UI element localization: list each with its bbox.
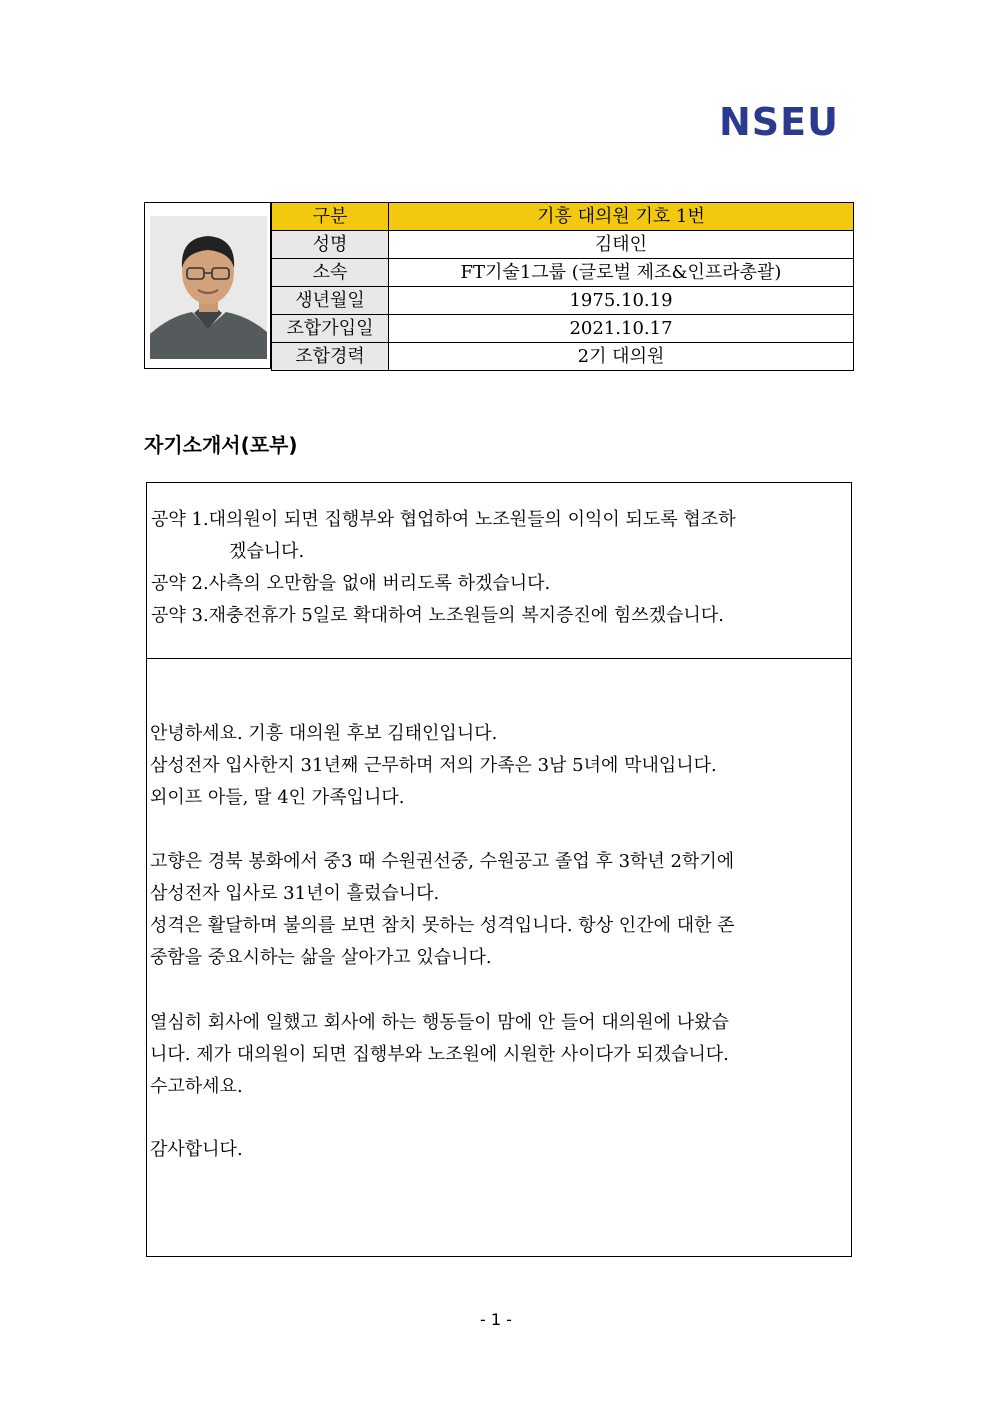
info-value: 1975.10.19	[389, 287, 854, 315]
info-label: 생년월일	[272, 287, 389, 315]
info-row-birthdate	[272, 287, 854, 315]
page-number: - 1 -	[480, 1310, 512, 1329]
closing-paragraph	[150, 1134, 850, 1166]
info-row-category	[272, 203, 854, 231]
pledges-box	[146, 482, 852, 659]
intro-paragraph-2	[150, 846, 850, 974]
pledge-label: 공약 2.	[151, 573, 209, 594]
info-row-affiliation	[272, 259, 854, 287]
intro-line: 열심히 회사에 일했고 회사에 하는 행동들이 맘에 안 들어 대의원에 나왔습	[150, 1012, 729, 1033]
intro-line: 수고하세요.	[150, 1076, 243, 1097]
candidate-photo	[150, 216, 267, 359]
info-value: 기흥 대의원 기호 1번	[389, 203, 854, 231]
info-label: 소속	[272, 259, 389, 287]
closing-line: 감사합니다.	[150, 1139, 243, 1160]
intro-paragraph-3	[150, 1007, 850, 1103]
pledge-label: 공약 1.	[151, 509, 209, 530]
candidate-photo-frame	[144, 202, 271, 369]
info-value: 2021.10.17	[389, 315, 854, 343]
info-value: FT기술1그룹 (글로벌 제조&인프라총괄)	[389, 259, 854, 287]
info-row-name	[272, 231, 854, 259]
pledge-item	[151, 568, 847, 600]
pledge-text: 대의원이 되면 집행부와 협업하여 노조원들의 이익이 되도록 협조하	[208, 509, 736, 530]
pledge-item	[151, 504, 847, 536]
intro-line: 니다. 제가 대의원이 되면 집행부와 노조원에 시원한 사이다가 되겠습니다.	[150, 1044, 729, 1065]
pledge-text: 재충전휴가 5일로 확대하여 노조원들의 복지증진에 힘쓰겠습니다.	[208, 605, 724, 626]
section-title: 자기소개서(포부)	[144, 433, 298, 457]
info-row-union-career	[272, 343, 854, 371]
intro-line: 외이프 아들, 딸 4인 가족입니다.	[150, 787, 405, 808]
info-label: 성명	[272, 231, 389, 259]
intro-line: 안녕하세요. 기흥 대의원 후보 김태인입니다.	[150, 723, 498, 744]
intro-line: 중함을 중요시하는 삶을 살아가고 있습니다.	[150, 947, 492, 968]
pledge-continuation: 겠습니다.	[229, 541, 305, 562]
info-value: 김태인	[389, 231, 854, 259]
info-label: 조합가입일	[272, 315, 389, 343]
pledge-item	[151, 600, 847, 632]
nseu-logo: NSEU	[719, 100, 839, 144]
info-label: 구분	[272, 203, 389, 231]
intro-line: 성격은 활달하며 불의를 보면 참치 못하는 성격입니다. 항상 인간에 대한 존	[150, 915, 735, 936]
info-label: 조합경력	[272, 343, 389, 371]
info-row-join-date	[272, 315, 854, 343]
intro-line: 삼성전자 입사로 31년이 흘렀습니다.	[150, 883, 440, 904]
pledges-list	[151, 504, 847, 632]
info-value: 2기 대의원	[389, 343, 854, 371]
pledge-text: 사측의 오만함을 없애 버리도록 하겠습니다.	[208, 573, 551, 594]
intro-paragraph-1	[150, 718, 850, 814]
candidate-info-table	[271, 202, 854, 371]
intro-line: 삼성전자 입사한지 31년째 근무하며 저의 가족은 3남 5녀에 막내입니다.	[150, 755, 717, 776]
intro-line: 고향은 경북 봉화에서 중3 때 수원권선중, 수원공고 졸업 후 3학년 2학기에	[150, 851, 735, 872]
pledge-label: 공약 3.	[151, 605, 209, 626]
